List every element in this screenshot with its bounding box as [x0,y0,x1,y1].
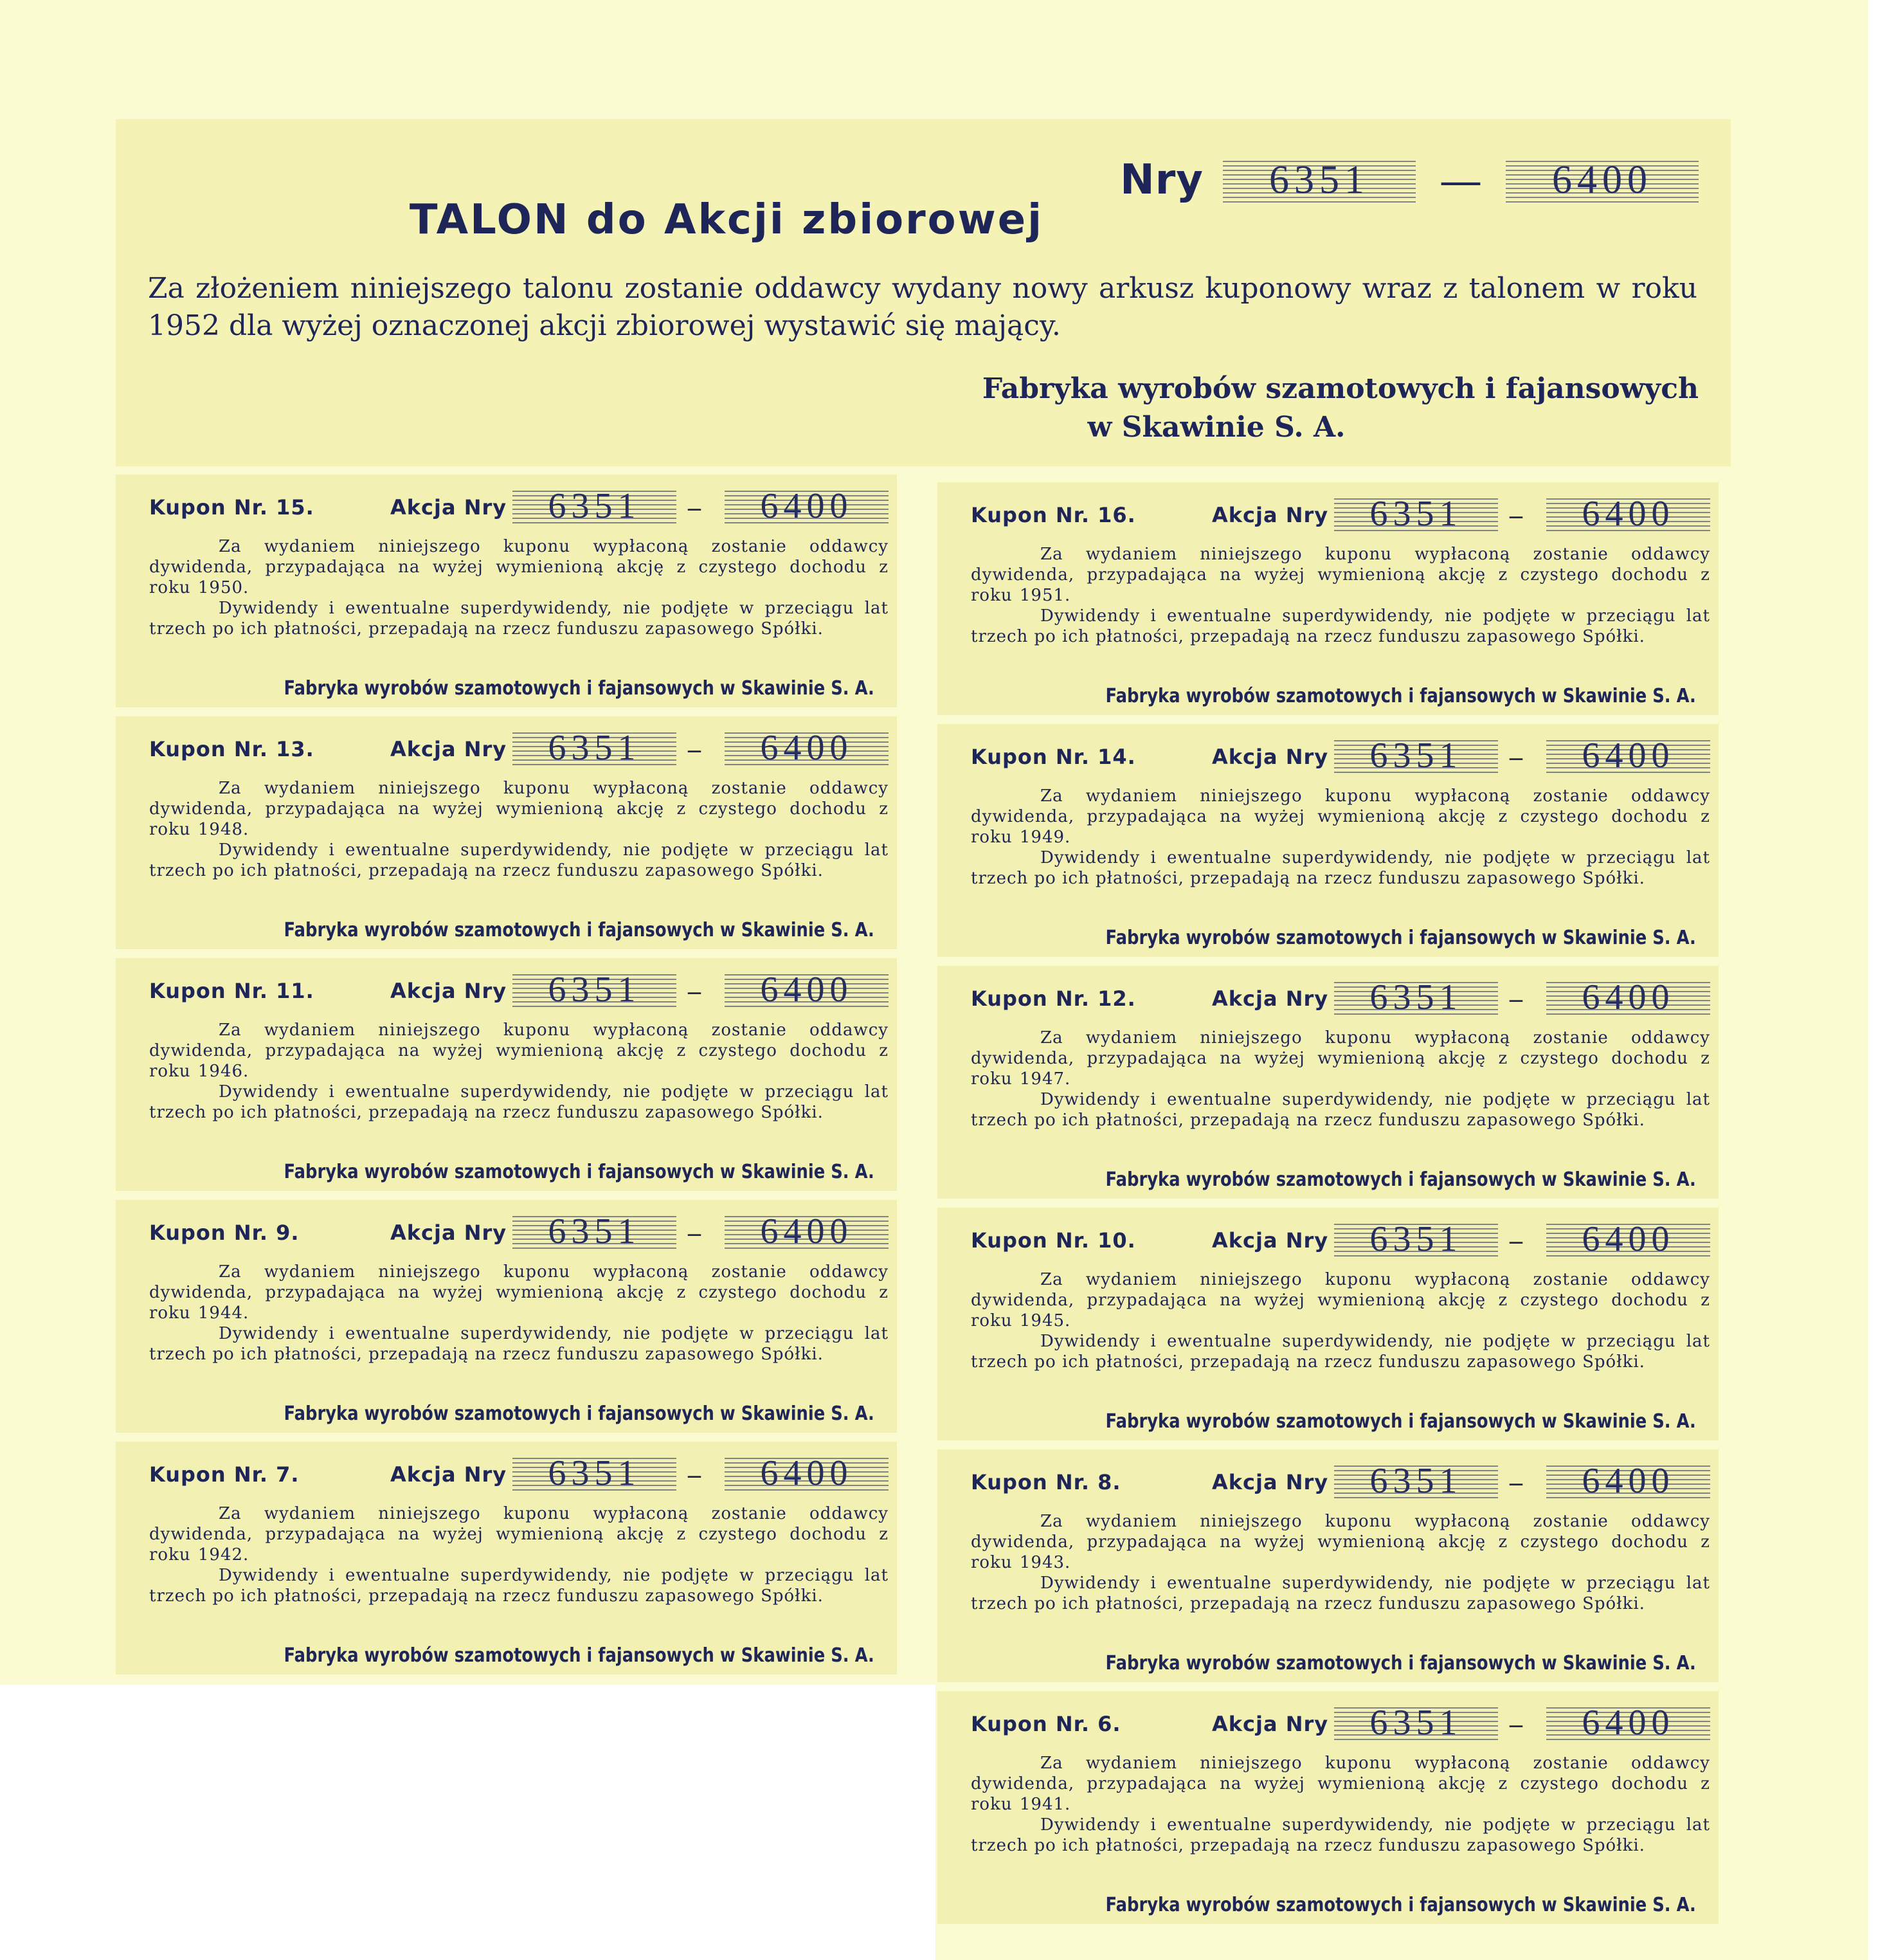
coupon-paragraph-2: Dywidendy i ewentualne superdywidendy, nie podjęte w przeciągu lat trzech po ich płatności, przepadają na rzecz funduszu zapasowego Spółki. [149,840,889,880]
coupon-number-label: Kupon Nr. 13. [149,737,314,761]
coupon [937,1691,1719,1924]
coupon-paragraph-1 [971,544,1710,606]
coupon [116,1442,897,1674]
coupon-year: 1951. [1019,586,1071,605]
talon-company [734,370,1699,447]
coupon-number-from: 6351 [1334,1220,1498,1258]
coupon-number-to: 6400 [725,487,889,525]
coupon-paragraph-2: Dywidendy i ewentualne superdywidendy, nie podjęte w przeciągu lat trzech po ich płatności, przepadają na rzecz funduszu zapasowego Spółki. [971,848,1710,888]
coupon-year: 1941. [1019,1795,1071,1814]
coupon-number-to: 6400 [725,1213,889,1250]
coupon-number-from: 6351 [1334,1704,1498,1741]
coupon-akcja-label: Akcja Nry [1212,1470,1329,1494]
coupon-akcja-label: Akcja Nry [1212,1712,1329,1736]
coupon-body [149,1262,889,1365]
coupon-paragraph-1 [149,1503,889,1565]
coupon-paragraph-1 [971,1753,1710,1815]
talon-nry-label: Nry [1120,156,1204,204]
talon-company-line1: Fabryka wyrobów szamotowych i fajansowych [982,372,1699,405]
coupon-year: 1947. [1019,1069,1071,1089]
coupon-number-dash: – [1510,1709,1522,1738]
coupon-number-from: 6351 [1334,979,1498,1016]
coupon-body [971,1269,1710,1372]
coupon [937,482,1719,715]
coupon-paragraph-1 [149,1262,889,1323]
coupon-header [149,728,878,768]
coupon-number-label: Kupon Nr. 6. [971,1712,1121,1736]
coupon-paragraph-1-text: Za wydaniem niniejszego kuponu wypłaconą zostanie oddawcy dywidenda, przypadająca na wyżej wymienioną akcję z czystego dochodu z roku [971,1754,1710,1814]
coupon-body [149,536,889,639]
coupon-company: Fabryka wyrobów szamotowych i fajansowych w Skawinie S. A. [1105,927,1696,949]
coupon-company: Fabryka wyrobów szamotowych i fajansowych w Skawinie S. A. [1105,1410,1696,1433]
coupon [937,724,1719,957]
coupon-year: 1946. [197,1062,249,1081]
coupon-number-dash: – [1510,984,1522,1013]
coupon-paragraph-1 [971,1028,1710,1089]
coupon-number-dash: – [1510,1467,1522,1496]
coupon-number-dash: – [1510,742,1522,771]
coupon-paragraph-1 [149,1020,889,1082]
coupon-number-to: 6400 [1546,979,1710,1016]
coupon-year: 1950. [197,578,249,597]
coupon-body [971,544,1710,647]
coupon-body [149,1503,889,1606]
coupon-year: 1943. [1019,1553,1071,1572]
coupon [116,475,897,707]
coupon-number-from: 6351 [512,729,676,767]
coupon-number-dash: – [1510,1226,1522,1255]
coupon-number-dash: – [1510,500,1522,529]
coupon-number-from: 6351 [512,487,676,525]
talon-section [116,119,1731,466]
coupon-company: Fabryka wyrobów szamotowych i fajansowych w Skawinie S. A. [284,1402,874,1425]
coupon-paragraph-2: Dywidendy i ewentualne superdywidendy, nie podjęte w przeciągu lat trzech po ich płatności, przepadają na rzecz funduszu zapasowego Spółki. [149,1566,889,1606]
talon-number-dash: — [1441,158,1480,201]
coupon-number-label: Kupon Nr. 7. [149,1462,300,1487]
coupon-paragraph-2: Dywidendy i ewentualne superdywidendy, nie podjęte w przeciągu lat trzech po ich płatności, przepadają na rzecz funduszu zapasowego Spółki. [971,1090,1710,1130]
coupon-number-label: Kupon Nr. 12. [971,986,1136,1011]
coupon-number-to: 6400 [1546,737,1710,774]
coupon [116,1200,897,1433]
coupon-number-label: Kupon Nr. 15. [149,495,314,520]
coupon-number-label: Kupon Nr. 10. [971,1228,1136,1253]
coupon-year: 1948. [197,820,249,839]
coupon-body [971,1753,1710,1856]
coupon [937,1208,1719,1440]
coupon-akcja-label: Akcja Nry [390,979,507,1003]
coupon-body [971,1028,1710,1130]
talon-text: Za złożeniem niniejszego talonu zostanie oddawcy wydany nowy arkusz kuponowy wraz z talonem w roku 1952 dla wyżej oznaczonej akcji zbiorowej wystawić się mający. [148,272,1697,342]
coupon-number-from: 6351 [512,1455,676,1492]
coupon-paragraph-1-text: Za wydaniem niniejszego kuponu wypłaconą zostanie oddawcy dywidenda, przypadająca na wyżej wymienioną akcję z czystego dochodu z roku [971,786,1710,847]
coupon [116,716,897,949]
coupon-akcja-label: Akcja Nry [1212,503,1329,527]
coupon-body [149,1020,889,1123]
coupon-year: 1942. [197,1545,249,1565]
coupon-number-to: 6400 [1546,495,1710,532]
coupon-header [971,494,1699,534]
coupon-paragraph-2: Dywidendy i ewentualne superdywidendy, nie podjęte w przeciągu lat trzech po ich płatności, przepadają na rzecz funduszu zapasowego Spółki. [971,1815,1710,1855]
talon-title: TALON do Akcji zbiorowej [409,196,1044,244]
talon-number-from: 6351 [1223,158,1416,203]
coupon [116,958,897,1191]
coupon-number-label: Kupon Nr. 11. [149,979,314,1003]
coupon [937,966,1719,1199]
coupon-number-to: 6400 [1546,1220,1710,1258]
coupon-paragraph-1-text: Za wydaniem niniejszego kuponu wypłaconą zostanie oddawcy dywidenda, przypadająca na wyżej wymienioną akcję z czystego dochodu z roku [971,1028,1710,1089]
coupon-number-to: 6400 [725,1455,889,1492]
coupon [937,1449,1719,1682]
coupon-akcja-label: Akcja Nry [390,495,507,520]
coupon-header [149,1453,878,1493]
coupon-header [149,970,878,1010]
coupon-header [971,977,1699,1017]
coupon-paragraph-1-text: Za wydaniem niniejszego kuponu wypłaconą zostanie oddawcy dywidenda, przypadająca na wyżej wymienioną akcję z czystego dochodu z roku [971,545,1710,605]
coupon-akcja-label: Akcja Nry [390,1220,507,1245]
coupon-body [149,778,889,881]
coupon-number-from: 6351 [1334,1462,1498,1500]
coupon-paragraph-1-text: Za wydaniem niniejszego kuponu wypłaconą zostanie oddawcy dywidenda, przypadająca na wyżej wymienioną akcję z czystego dochodu z roku [971,1270,1710,1330]
coupon-paragraph-1 [149,536,889,598]
coupon-year: 1945. [1019,1311,1071,1330]
coupon-body [971,1511,1710,1614]
coupon-company: Fabryka wyrobów szamotowych i fajansowych w Skawinie S. A. [1105,1652,1696,1674]
coupon-paragraph-1-text: Za wydaniem niniejszego kuponu wypłaconą zostanie oddawcy dywidenda, przypadająca na wyżej wymienioną akcję z czystego dochodu z roku [149,1021,889,1081]
coupon-paragraph-2: Dywidendy i ewentualne superdywidendy, nie podjęte w przeciągu lat trzech po ich płatności, przepadają na rzecz funduszu zapasowego Spółki. [149,599,889,639]
coupon-number-to: 6400 [725,971,889,1008]
coupon-number-dash: – [688,1460,701,1489]
coupon-company: Fabryka wyrobów szamotowych i fajansowych w Skawinie S. A. [1105,1894,1696,1916]
coupon-header [971,1703,1699,1743]
coupon-company: Fabryka wyrobów szamotowych i fajansowych w Skawinie S. A. [284,677,874,700]
coupon-paragraph-2: Dywidendy i ewentualne superdywidendy, nie podjęte w przeciągu lat trzech po ich płatności, przepadają na rzecz funduszu zapasowego Spółki. [971,1332,1710,1372]
coupon-header [971,1461,1699,1501]
coupon-number-to: 6400 [1546,1462,1710,1500]
coupon-paragraph-1-text: Za wydaniem niniejszego kuponu wypłaconą zostanie oddawcy dywidenda, przypadająca na wyżej wymienioną akcję z czystego dochodu z roku [149,1262,889,1323]
coupon-year: 1949. [1019,828,1071,847]
coupon-header [149,1211,878,1251]
coupon-number-dash: – [688,976,701,1005]
coupon-paragraph-1 [149,778,889,840]
coupon-header [971,1219,1699,1259]
coupon-paragraph-1-text: Za wydaniem niniejszego kuponu wypłaconą zostanie oddawcy dywidenda, przypadająca na wyżej wymienioną akcję z czystego dochodu z roku [149,779,889,839]
coupon-body [971,786,1710,889]
talon-number-to: 6400 [1506,158,1699,203]
coupon-paragraph-2: Dywidendy i ewentualne superdywidendy, nie podjęte w przeciągu lat trzech po ich płatności, przepadają na rzecz funduszu zapasowego Spółki. [149,1082,889,1122]
talon-company-line2: w Skawinie S. A. [1087,411,1346,444]
coupon-number-label: Kupon Nr. 16. [971,503,1136,527]
coupon-number-label: Kupon Nr. 14. [971,745,1136,769]
coupon-number-from: 6351 [1334,495,1498,532]
coupon-company: Fabryka wyrobów szamotowych i fajansowych w Skawinie S. A. [284,919,874,941]
coupon-year: 1944. [197,1303,249,1323]
coupon-akcja-label: Akcja Nry [1212,986,1329,1011]
coupon-paragraph-1 [971,1269,1710,1331]
coupon-paragraph-1 [971,786,1710,848]
coupon-number-dash: – [688,734,701,763]
coupon-paragraph-2: Dywidendy i ewentualne superdywidendy, nie podjęte w przeciągu lat trzech po ich płatności, przepadają na rzecz funduszu zapasowego Spółki. [971,606,1710,646]
coupon-number-from: 6351 [512,971,676,1008]
coupon-akcja-label: Akcja Nry [390,737,507,761]
coupon-number-label: Kupon Nr. 9. [149,1220,300,1245]
coupon-number-dash: – [688,493,701,522]
coupon-paragraph-1-text: Za wydaniem niniejszego kuponu wypłaconą zostanie oddawcy dywidenda, przypadająca na wyżej wymienioną akcję z czystego dochodu z roku [971,1512,1710,1572]
coupon-akcja-label: Akcja Nry [390,1462,507,1487]
coupon-company: Fabryka wyrobów szamotowych i fajansowych w Skawinie S. A. [1105,1168,1696,1191]
sheet-edge [1868,0,1887,1960]
coupon-paragraph-2: Dywidendy i ewentualne superdywidendy, nie podjęte w przeciągu lat trzech po ich płatności, przepadają na rzecz funduszu zapasowego Spółki. [149,1324,889,1364]
coupon-number-dash: – [688,1218,701,1247]
cut-away-area [0,1685,935,1960]
coupon-company: Fabryka wyrobów szamotowych i fajansowych w Skawinie S. A. [1105,685,1696,707]
coupon-akcja-label: Akcja Nry [1212,1228,1329,1253]
coupon-company: Fabryka wyrobów szamotowych i fajansowych w Skawinie S. A. [284,1644,874,1667]
coupon-number-from: 6351 [512,1213,676,1250]
coupon-paragraph-1-text: Za wydaniem niniejszego kuponu wypłaconą zostanie oddawcy dywidenda, przypadająca na wyżej wymienioną akcję z czystego dochodu z roku [149,1504,889,1565]
coupon-header [149,486,878,526]
coupon-paragraph-1 [971,1511,1710,1573]
coupon-header [971,736,1699,776]
coupon-number-from: 6351 [1334,737,1498,774]
coupon-paragraph-1-text: Za wydaniem niniejszego kuponu wypłaconą zostanie oddawcy dywidenda, przypadająca na wyżej wymienioną akcję z czystego dochodu z roku [149,537,889,597]
coupon-number-to: 6400 [725,729,889,767]
coupon-number-to: 6400 [1546,1704,1710,1741]
coupon-akcja-label: Akcja Nry [1212,745,1329,769]
coupon-company: Fabryka wyrobów szamotowych i fajansowych w Skawinie S. A. [284,1161,874,1183]
coupon-number-label: Kupon Nr. 8. [971,1470,1121,1494]
coupon-paragraph-2: Dywidendy i ewentualne superdywidendy, nie podjęte w przeciągu lat trzech po ich płatności, przepadają na rzecz funduszu zapasowego Spółki. [971,1574,1710,1613]
